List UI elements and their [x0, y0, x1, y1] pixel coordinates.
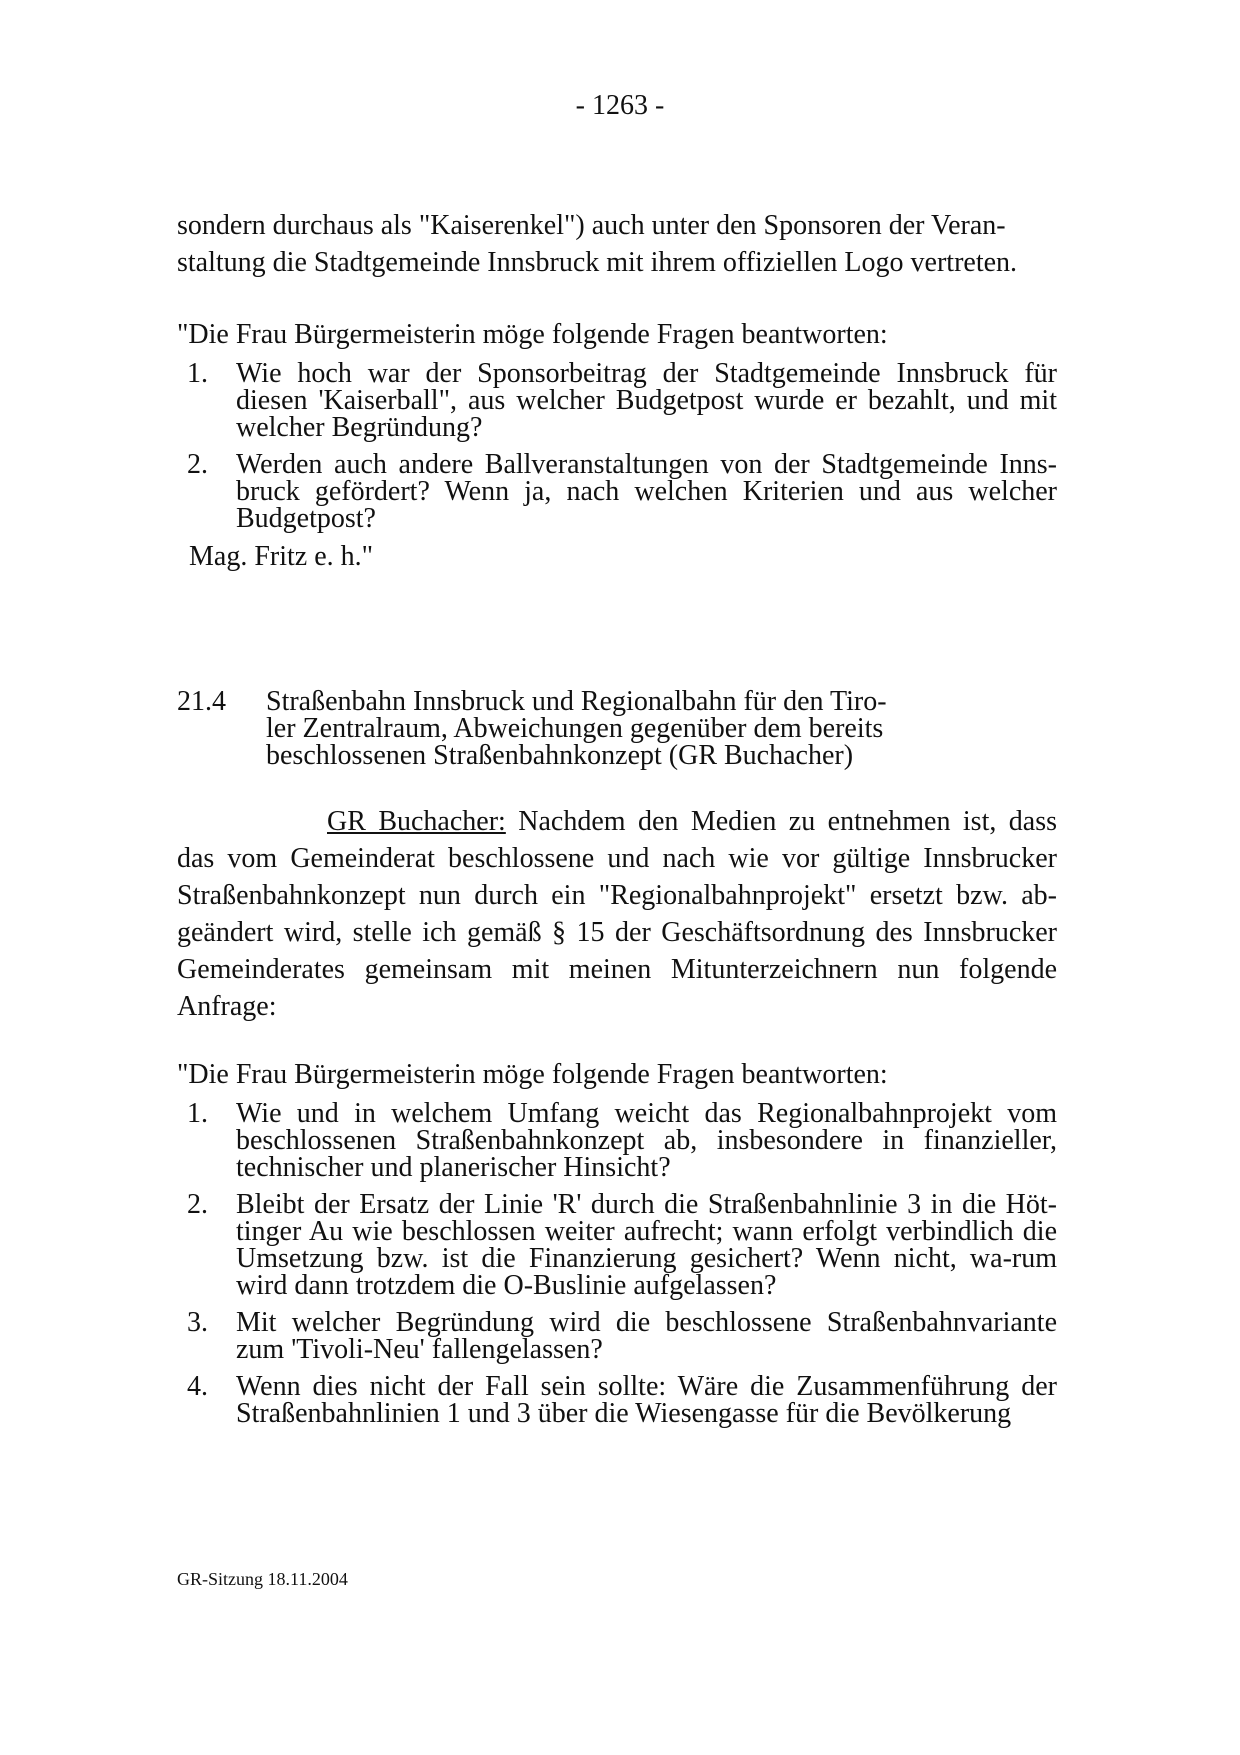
section-heading	[177, 688, 937, 769]
footer-session-date: GR-Sitzung 18.11.2004	[177, 1569, 348, 1589]
section-number: 21.4	[177, 686, 226, 717]
list-item-number: 2.	[187, 1189, 208, 1220]
speaker-text-rest: das vom Gemeinderat beschlossene und nach wie vor gültige Innsbrucker Straßenbahnkonzept nun durch ein "Regionalbahnprojekt" ersetzt bzw. ab-geändert wird, stelle ich gemäß § 15 der Geschäftsordnung des Innsbrucker Gemeinderates gemeinsam mit meinen Mitunterzeichnern nun folgende Anfrage:	[177, 843, 1057, 1022]
speaker-text-first: Nachdem den Medien zu entnehmen ist, dass	[505, 806, 1058, 837]
list-item-text: Wie und in welchem Umfang weicht das Regionalbahnprojekt vom beschlossenen Straßenbahnkonzept ab, insbesondere in finanzieller, technischer und planerischer Hinsicht?	[236, 1098, 1057, 1183]
question-intro-2: "Die Frau Bürgermeisterin möge folgende Fragen beantworten:	[177, 1059, 888, 1090]
list-item-text: Mit welcher Begründung wird die beschlossene Straßenbahnvariante zum 'Tivoli-Neu' fallengelassen?	[236, 1307, 1057, 1365]
section-title-line-2: ler Zentralraum, Abweichungen gegenüber dem bereits	[266, 713, 884, 744]
page-number: - 1263 -	[575, 90, 665, 121]
question-list-1	[177, 360, 1057, 542]
list-item	[177, 1191, 1057, 1299]
list-item	[177, 1309, 1057, 1363]
list-item-number: 1.	[187, 358, 208, 389]
list-item-number: 4.	[187, 1371, 208, 1402]
list-item	[177, 1373, 1057, 1427]
section-title-line-3: beschlossenen Straßenbahnkonzept (GR Buchacher)	[266, 740, 854, 771]
question-list-2	[177, 1100, 1057, 1437]
intro-line-1: sondern durchaus als "Kaiserenkel") auch unter den Sponsoren der Veran-	[177, 210, 1006, 241]
section-title	[177, 688, 937, 769]
signature: Mag. Fritz e. h."	[189, 541, 374, 572]
speaker-name: GR Buchacher:	[327, 806, 506, 837]
speaker-paragraph	[177, 803, 1057, 1025]
question-intro-1: "Die Frau Bürgermeisterin möge folgende Fragen beantworten:	[177, 319, 888, 350]
list-item-number: 2.	[187, 449, 208, 480]
intro-paragraph	[177, 207, 1057, 281]
section-title-line-1: Straßenbahn Innsbruck und Regionalbahn für den Tiro-	[266, 686, 887, 717]
intro-line-2: staltung die Stadtgemeinde Innsbruck mit ihrem offiziellen Logo vertreten.	[177, 247, 1018, 278]
list-item-text: Wie hoch war der Sponsorbeitrag der Stadtgemeinde Innsbruck für diesen 'Kaiserball", aus welcher Budgetpost wurde er bezahlt, und mit welcher Begründung?	[236, 358, 1057, 443]
list-item-number: 3.	[187, 1307, 208, 1338]
list-item	[177, 451, 1057, 532]
list-item-number: 1.	[187, 1098, 208, 1129]
list-item	[177, 1100, 1057, 1181]
list-item-text: Bleibt der Ersatz der Linie 'R' durch die Straßenbahnlinie 3 in die Höt-tinger Au wie beschlossen weiter aufrecht; wann erfolgt verbindlich die Umsetzung bzw. ist die Finanzierung gesichert? Wenn nicht, wa-rum wird dann trotzdem die O-Buslinie aufgelassen?	[236, 1189, 1057, 1301]
list-item-text: Wenn dies nicht der Fall sein sollte: Wäre die Zusammenführung der Straßenbahnlinien 1 und 3 über die Wiesengasse für die Bevölkerung	[236, 1371, 1057, 1429]
list-item	[177, 360, 1057, 441]
list-item-text: Werden auch andere Ballveranstaltungen von der Stadtgemeinde Inns-bruck gefördert? Wenn ja, nach welchen Kriterien und aus welcher Budgetpost?	[236, 449, 1057, 534]
